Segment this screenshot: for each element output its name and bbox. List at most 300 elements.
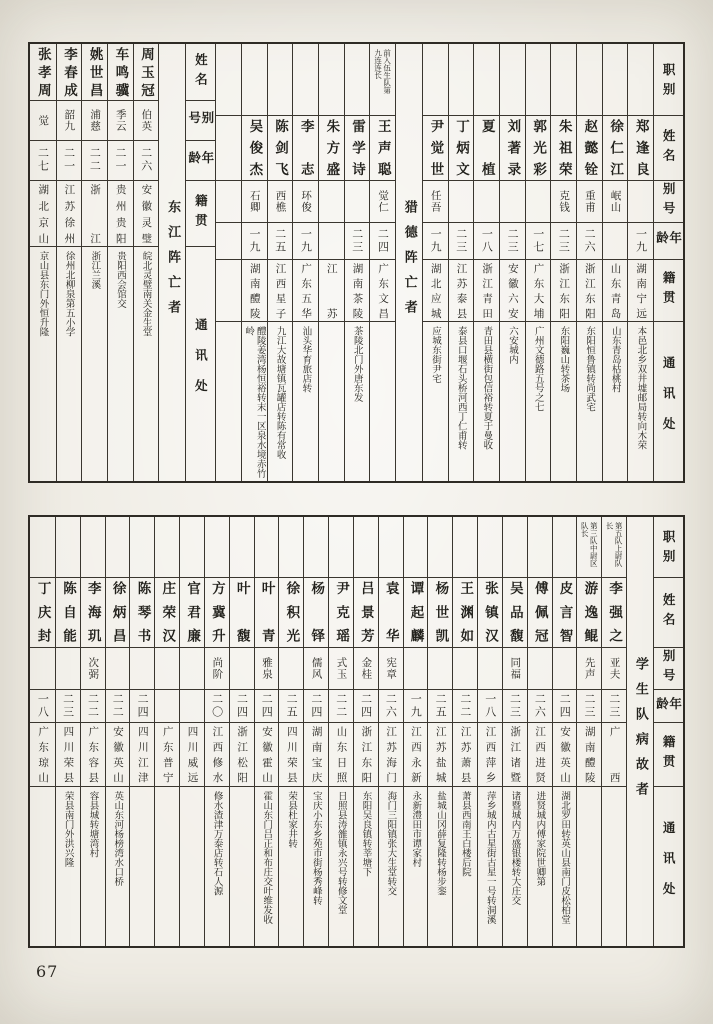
address-cell xyxy=(404,787,428,946)
origin-cell xyxy=(602,723,626,786)
name-cell xyxy=(57,44,82,101)
person-address: 萧县西南王白楼后院 xyxy=(459,790,471,877)
person-column xyxy=(369,44,395,481)
age-cell xyxy=(404,690,428,723)
header-origin-cell xyxy=(654,723,683,786)
person-address: 泰县口堰石头桥河西丁仁甫转 xyxy=(455,326,467,450)
address-cell xyxy=(553,787,577,946)
role-cell xyxy=(216,44,241,116)
person-name: 李春成 xyxy=(60,47,77,98)
age-cell xyxy=(304,690,328,723)
address-cell xyxy=(130,787,154,946)
person-column xyxy=(550,44,576,481)
person-role: 前入伍生队第九连连长 xyxy=(373,49,392,94)
role-cell xyxy=(304,517,328,578)
header-label: 别号 xyxy=(661,182,677,222)
person-address: 汕头华育旅店转 xyxy=(300,326,312,393)
alias-cell xyxy=(602,648,626,691)
age-cell xyxy=(551,223,576,260)
name-cell xyxy=(500,116,525,180)
name-cell xyxy=(319,116,344,180)
role-cell xyxy=(205,517,229,578)
person-column xyxy=(452,517,477,946)
name-cell xyxy=(577,116,602,180)
address-cell xyxy=(449,322,474,481)
age-cell xyxy=(603,223,628,260)
person-age: 二七 xyxy=(36,147,50,174)
person-name: 郭光彩 xyxy=(530,119,547,177)
person-origin: 四川荣县 xyxy=(285,726,298,783)
person-age: 二五 xyxy=(434,693,448,720)
person-origin: 广东文昌 xyxy=(377,263,390,319)
person-column xyxy=(229,517,254,946)
name-cell xyxy=(279,578,303,647)
person-origin: 广东琼山 xyxy=(37,726,50,783)
section-divider xyxy=(395,44,422,481)
age-cell xyxy=(354,690,378,723)
person-column xyxy=(477,517,502,946)
person-name: 傅佩冠 xyxy=(531,581,548,644)
origin-cell xyxy=(130,723,154,786)
origin-cell xyxy=(379,723,403,786)
person-name: 车鸣骥 xyxy=(112,47,129,98)
person-age: 二六 xyxy=(384,693,398,720)
name-cell xyxy=(81,578,105,647)
page-number: 67 xyxy=(36,962,59,981)
age-cell xyxy=(81,690,105,723)
age-cell xyxy=(428,690,452,723)
person-origin: 江苏海门 xyxy=(385,726,398,783)
person-column xyxy=(241,44,267,481)
person-origin: 广东普宁 xyxy=(161,726,174,783)
header-label: 别号 xyxy=(186,111,215,131)
person-alias: 同福 xyxy=(509,657,522,681)
age-cell xyxy=(30,690,55,723)
person-column xyxy=(278,517,303,946)
person-column xyxy=(328,517,353,946)
address-cell xyxy=(319,322,344,481)
person-column xyxy=(427,517,452,946)
origin-cell xyxy=(268,260,293,322)
name-cell xyxy=(354,578,378,647)
person-name: 张镇汉 xyxy=(482,581,499,644)
origin-cell xyxy=(216,260,241,322)
section-divider xyxy=(158,44,185,481)
person-origin: 广西 xyxy=(608,726,621,783)
table-battle-casualties xyxy=(28,42,685,483)
person-name: 丁炳文 xyxy=(453,119,470,177)
person-address: 湖北罗田转英山县南门皮松柏堂 xyxy=(559,790,571,924)
header-name-cell xyxy=(654,578,683,647)
age-cell xyxy=(230,690,254,723)
alias-cell xyxy=(134,101,159,141)
alias-cell xyxy=(449,181,474,224)
person-age: 二四 xyxy=(309,693,323,720)
role-cell xyxy=(526,44,551,116)
address-cell xyxy=(268,322,293,481)
origin-cell xyxy=(503,723,527,786)
header-label: 职别 xyxy=(661,62,677,102)
address-cell xyxy=(82,247,107,481)
person-age: 二六 xyxy=(139,147,153,174)
person-address: 荣县南门外洪兴隆 xyxy=(62,790,74,867)
role-cell xyxy=(293,44,318,116)
address-cell xyxy=(134,247,159,481)
header-label: 姓名 xyxy=(661,128,677,168)
address-cell xyxy=(242,322,267,481)
person-address: 海门三阳镇张大生堂转交 xyxy=(385,790,397,896)
header-label: 姓名 xyxy=(661,593,677,633)
person-age: 一九 xyxy=(299,228,313,255)
person-alias: 西樵 xyxy=(274,190,287,214)
address-cell xyxy=(56,787,80,946)
age-cell xyxy=(242,223,267,260)
age-cell xyxy=(319,223,344,260)
person-name: 尹觉世 xyxy=(427,119,444,177)
role-cell xyxy=(553,517,577,578)
name-cell xyxy=(474,116,499,180)
address-cell xyxy=(216,322,241,481)
origin-cell xyxy=(230,723,254,786)
name-cell xyxy=(628,116,653,180)
name-cell xyxy=(526,116,551,180)
role-cell xyxy=(354,517,378,578)
origin-cell xyxy=(30,181,56,247)
role-cell xyxy=(404,517,428,578)
header-address-cell xyxy=(186,247,215,481)
origin-cell xyxy=(293,260,318,322)
person-age: 二三 xyxy=(350,228,364,255)
alias-cell xyxy=(526,181,551,224)
origin-cell xyxy=(577,723,601,786)
alias-cell xyxy=(370,181,395,224)
person-column xyxy=(403,517,428,946)
person-address: 徐州北柳泉第五小学 xyxy=(63,251,75,337)
origin-cell xyxy=(255,723,279,786)
name-cell xyxy=(304,578,328,647)
person-age: 二五 xyxy=(273,228,287,255)
person-name: 徐炳昌 xyxy=(109,581,126,644)
role-cell xyxy=(423,44,448,116)
header-label: 籍贯 xyxy=(661,271,677,311)
alias-cell xyxy=(577,648,601,691)
person-origin: 江西进贤 xyxy=(534,726,547,783)
person-column xyxy=(56,44,82,481)
alias-cell xyxy=(528,648,552,691)
role-cell xyxy=(577,44,602,116)
address-cell xyxy=(57,247,82,481)
name-cell xyxy=(577,578,601,647)
person-alias: 觉 xyxy=(37,115,50,127)
age-cell xyxy=(449,223,474,260)
role-cell xyxy=(503,517,527,578)
person-age: 二二 xyxy=(458,693,472,720)
header-label: 职别 xyxy=(661,530,677,570)
role-cell xyxy=(319,44,344,116)
person-name: 刘著录 xyxy=(504,119,521,177)
person-alias: 环俊 xyxy=(300,190,313,214)
address-cell xyxy=(526,322,551,481)
person-name: 李海玑 xyxy=(84,581,101,644)
age-cell xyxy=(279,690,303,723)
header-alias-cell xyxy=(654,181,683,224)
role-cell xyxy=(155,517,179,578)
person-origin: 湖南醴陵 xyxy=(583,726,596,783)
person-name: 王声聪 xyxy=(374,119,391,177)
origin-cell xyxy=(478,723,502,786)
header-address-cell xyxy=(654,787,683,946)
alias-cell xyxy=(379,648,403,691)
age-cell xyxy=(134,141,159,181)
age-cell xyxy=(268,223,293,260)
name-cell xyxy=(30,44,56,101)
person-address: 青田县横街包信裕转夏于曼收 xyxy=(481,326,493,450)
header-role-cell xyxy=(654,44,683,116)
role-cell xyxy=(255,517,279,578)
role-cell xyxy=(81,517,105,578)
age-cell xyxy=(216,223,241,260)
person-address: 东阳巍山转茶场 xyxy=(558,326,570,393)
origin-cell xyxy=(57,181,82,247)
person-age: 二六 xyxy=(583,228,597,255)
person-address: 修水渣津万泰店转石人源 xyxy=(211,790,223,896)
person-column xyxy=(105,517,130,946)
person-column xyxy=(527,517,552,946)
person-address: 盐城山冈薛复隆转杨步銮 xyxy=(435,790,447,896)
person-name: 夏植 xyxy=(478,119,495,177)
name-cell xyxy=(345,116,370,180)
address-cell xyxy=(500,322,525,481)
header-column xyxy=(653,517,683,946)
person-column xyxy=(502,517,527,946)
alias-cell xyxy=(106,648,130,691)
alias-cell xyxy=(255,648,279,691)
address-cell xyxy=(108,247,133,481)
person-column xyxy=(318,44,344,481)
age-cell xyxy=(30,141,56,181)
origin-cell xyxy=(453,723,477,786)
age-cell xyxy=(503,690,527,723)
origin-cell xyxy=(155,723,179,786)
header-label: 年龄 xyxy=(654,696,683,717)
role-cell xyxy=(551,44,576,116)
address-cell xyxy=(423,322,448,481)
person-column xyxy=(267,44,293,481)
person-column xyxy=(30,517,55,946)
person-name: 郑逢良 xyxy=(632,119,649,177)
alias-cell xyxy=(453,648,477,691)
origin-cell xyxy=(428,723,452,786)
person-address: 六安城内 xyxy=(507,326,519,365)
person-alias: 觉仁 xyxy=(377,190,390,214)
person-column xyxy=(55,517,80,946)
role-cell xyxy=(230,517,254,578)
person-age: 二三 xyxy=(557,228,571,255)
role-cell xyxy=(603,44,628,116)
person-alias: 重甫 xyxy=(583,190,596,214)
name-cell xyxy=(370,116,395,180)
person-name: 赵懿铨 xyxy=(581,119,598,177)
person-name: 袁华 xyxy=(382,581,399,644)
person-address: 霍山东门吕正和布庄交叶维发收 xyxy=(261,790,273,924)
age-cell xyxy=(553,690,577,723)
person-origin: 江西修水 xyxy=(211,726,224,783)
name-cell xyxy=(230,578,254,647)
name-cell xyxy=(404,578,428,647)
person-name: 吴俊杰 xyxy=(246,119,263,177)
origin-cell xyxy=(304,723,328,786)
header-age-cell xyxy=(186,141,215,181)
origin-cell xyxy=(423,260,448,322)
alias-cell xyxy=(268,181,293,224)
name-cell xyxy=(602,578,626,647)
person-age: 二三 xyxy=(583,693,597,720)
address-cell xyxy=(528,787,552,946)
person-alias: 季云 xyxy=(114,109,127,133)
header-address-cell xyxy=(654,322,683,481)
origin-cell xyxy=(81,723,105,786)
person-origin: 江苏徐州 xyxy=(63,183,76,244)
role-cell xyxy=(370,44,395,116)
address-cell xyxy=(30,247,56,481)
person-origin: 江西永新 xyxy=(409,726,422,783)
origin-cell xyxy=(279,723,303,786)
alias-cell xyxy=(503,648,527,691)
age-cell xyxy=(577,690,601,723)
person-column xyxy=(129,517,154,946)
person-origin: 江西萍乡 xyxy=(484,726,497,783)
person-alias: 尚阶 xyxy=(211,657,224,681)
age-cell xyxy=(345,223,370,260)
alias-cell xyxy=(82,101,107,141)
header-name-cell xyxy=(186,44,215,101)
alias-cell xyxy=(478,648,502,691)
person-role: 第三队中尉区队长 xyxy=(580,522,599,567)
person-name: 方冀升 xyxy=(208,581,225,644)
alias-cell xyxy=(603,181,628,224)
address-cell xyxy=(293,322,318,481)
role-cell xyxy=(130,517,154,578)
origin-cell xyxy=(134,181,159,247)
role-cell xyxy=(474,44,499,116)
person-age: 二三 xyxy=(454,228,468,255)
address-cell xyxy=(255,787,279,946)
person-column xyxy=(499,44,525,481)
person-age: 二二 xyxy=(111,693,125,720)
person-origin: 湖北京山 xyxy=(37,183,50,244)
person-name: 徐积光 xyxy=(283,581,300,644)
table-illness-deaths xyxy=(28,515,685,948)
name-cell xyxy=(293,116,318,180)
person-address: 英山东河杨榜湾水口桥 xyxy=(112,790,124,886)
age-cell xyxy=(423,223,448,260)
person-age: 二五 xyxy=(285,693,299,720)
person-age: 二二 xyxy=(88,147,102,174)
name-cell xyxy=(56,578,80,647)
alias-cell xyxy=(423,181,448,224)
address-cell xyxy=(577,322,602,481)
person-address: 东阳恒鲁镇转尚武宅 xyxy=(584,326,596,412)
person-address: 容县城转塘湾村 xyxy=(87,790,99,858)
person-origin: 安徽霍山 xyxy=(261,726,273,783)
header-label: 姓名 xyxy=(193,52,209,92)
age-cell xyxy=(155,690,179,723)
person-address: 荣县杜家井转 xyxy=(286,790,298,848)
person-alias: 伯英 xyxy=(140,109,153,133)
person-origin: 江苏萧县 xyxy=(459,726,472,783)
alias-cell xyxy=(345,181,370,224)
person-age: 一八 xyxy=(36,693,50,720)
name-cell xyxy=(155,578,179,647)
person-age: 二一 xyxy=(114,147,128,174)
person-alias: 先声 xyxy=(583,657,596,681)
address-cell xyxy=(279,787,303,946)
person-origin: 江苏泰县 xyxy=(455,263,468,319)
alias-cell xyxy=(108,101,133,141)
age-cell xyxy=(379,690,403,723)
person-address: 皖北灵璧南关金生堂 xyxy=(140,251,152,337)
person-origin: 四川江津 xyxy=(136,726,149,783)
person-origin: 安徽灵璧 xyxy=(140,183,153,244)
person-column xyxy=(525,44,551,481)
name-cell xyxy=(134,44,159,101)
person-address: 广州文德路五号之七 xyxy=(532,326,544,412)
address-cell xyxy=(354,787,378,946)
address-cell xyxy=(602,787,626,946)
person-column xyxy=(576,517,601,946)
person-origin: 浙江松阳 xyxy=(236,726,249,783)
person-column xyxy=(448,44,474,481)
person-alias: 克钱 xyxy=(558,190,571,214)
person-origin: 湖北应城 xyxy=(429,263,442,319)
address-cell xyxy=(180,787,204,946)
header-label: 别号 xyxy=(661,649,677,689)
empty-column xyxy=(215,44,241,481)
origin-cell xyxy=(82,181,107,247)
age-cell xyxy=(255,690,279,723)
address-cell xyxy=(30,787,55,946)
role-cell xyxy=(268,44,293,116)
name-cell xyxy=(216,116,241,180)
person-name: 陈琴书 xyxy=(134,581,151,644)
person-origin: 广东大埔 xyxy=(532,263,545,319)
role-cell xyxy=(30,517,55,578)
person-origin: 浙江诸暨 xyxy=(509,726,522,783)
alias-cell xyxy=(155,648,179,691)
person-alias: 任吾 xyxy=(429,190,442,214)
alias-cell xyxy=(428,648,452,691)
header-column xyxy=(653,44,683,481)
person-name: 杨世凯 xyxy=(432,581,449,644)
name-cell xyxy=(329,578,353,647)
name-cell xyxy=(205,578,229,647)
person-origin: 湖南宁远 xyxy=(635,263,648,319)
origin-cell xyxy=(528,723,552,786)
age-cell xyxy=(130,690,154,723)
person-name: 朱方盛 xyxy=(323,119,340,177)
person-name: 游逸鲲 xyxy=(581,581,598,644)
alias-cell xyxy=(329,648,353,691)
person-age: 二四 xyxy=(136,693,150,720)
person-name: 王渊如 xyxy=(457,581,474,644)
name-cell xyxy=(503,578,527,647)
alias-cell xyxy=(56,648,80,691)
alias-cell xyxy=(279,648,303,691)
age-cell xyxy=(370,223,395,260)
header-origin-cell xyxy=(186,181,215,247)
person-address: 应城东街尹宅 xyxy=(430,326,442,384)
person-origin: 江苏盐城 xyxy=(434,726,447,783)
